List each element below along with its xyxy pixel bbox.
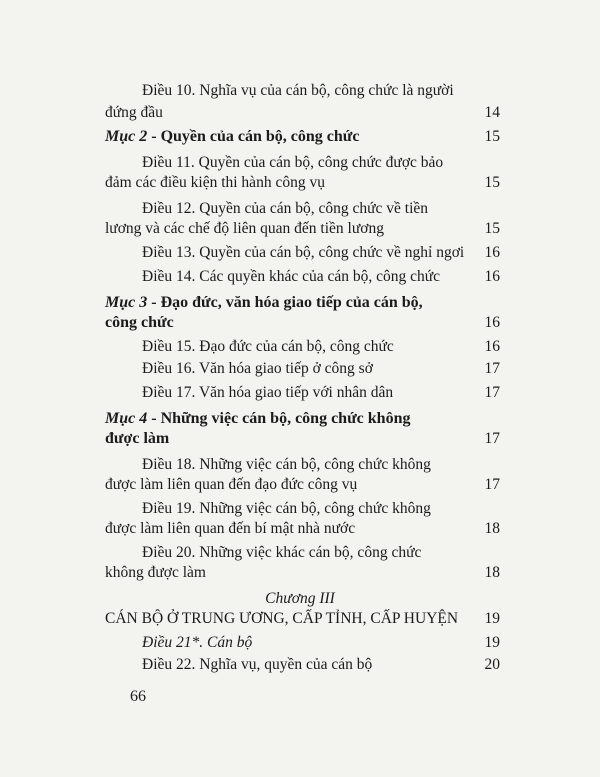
section-heading-continuation: công chức [105, 314, 174, 331]
toc-page-number: 18 [484, 520, 500, 537]
toc-entry-dieu-10: Điều 10. Nghĩa vụ của cán bộ, công chức là người [142, 82, 454, 99]
toc-page-number: 15 [484, 220, 500, 237]
toc-page-number: 19 [484, 610, 500, 627]
toc-entry-dieu-17: Điều 17. Văn hóa giao tiếp với nhân dân [142, 384, 394, 401]
toc-entry-dieu-14: Điều 14. Các quyền khác của cán bộ, công chức [142, 268, 441, 285]
section-heading-continuation: được làm [105, 430, 170, 447]
toc-entry-continuation: lương và các chế độ liên quan đến tiền lương [105, 220, 384, 237]
toc-page-number: 19 [484, 634, 500, 651]
toc-page-number: 15 [484, 128, 500, 145]
toc-entry-dieu-20: Điều 20. Những việc khác cán bộ, công chức [142, 544, 422, 561]
toc-entry-dieu-22: Điều 22. Nghĩa vụ, quyền của cán bộ [142, 656, 373, 673]
toc-entry-continuation: không được làm [105, 564, 206, 581]
toc-page-number: 17 [484, 476, 500, 493]
toc-entry-dieu-19: Điều 19. Những việc cán bộ, công chức không [142, 500, 431, 517]
toc-entry-dieu-18: Điều 18. Những việc cán bộ, công chức không [142, 456, 431, 473]
toc-page-number: 17 [484, 384, 500, 401]
page-number: 66 [130, 688, 146, 705]
toc-page-number: 16 [484, 338, 500, 355]
section-heading-muc-2: Mục 2 - Quyền của cán bộ, công chức [105, 128, 360, 145]
section-heading-muc-4: Mục 4 - Những việc cán bộ, công chức không [105, 410, 411, 427]
toc-entry-continuation: đảm các điều kiện thi hành công vụ [105, 174, 325, 191]
toc-page-number: 17 [484, 430, 500, 447]
chapter-title: Chương III [265, 590, 335, 607]
section-heading-muc-3: Mục 3 - Đạo đức, văn hóa giao tiếp của cán bộ, [105, 294, 423, 311]
toc-page-number: 14 [484, 104, 500, 121]
toc-entry-dieu-16: Điều 16. Văn hóa giao tiếp ở công sở [142, 360, 373, 377]
toc-entry-continuation: đứng đầu [105, 104, 163, 121]
toc-page-number: 16 [484, 268, 500, 285]
toc-entry-dieu-21: Điều 21*. Cán bộ [142, 634, 253, 651]
toc-entry-dieu-15: Điều 15. Đạo đức của cán bộ, công chức [142, 338, 394, 355]
toc-page-number: 20 [484, 656, 500, 673]
toc-page-number: 17 [484, 360, 500, 377]
toc-entry-dieu-12: Điều 12. Quyền của cán bộ, công chức về tiền [142, 200, 429, 217]
toc-entry-continuation: được làm liên quan đến đạo đức công vụ [105, 476, 358, 493]
toc-page-number: 16 [484, 244, 500, 261]
toc-page-number: 15 [484, 174, 500, 191]
toc-entry-dieu-11: Điều 11. Quyền của cán bộ, công chức được bảo [142, 154, 444, 171]
toc-page-number: 18 [484, 564, 500, 581]
chapter-heading: CÁN BỘ Ở TRUNG ƯƠNG, CẤP TỈNH, CẤP HUYỆN [105, 610, 459, 627]
toc-entry-dieu-13: Điều 13. Quyền của cán bộ, công chức về nghỉ ngơi [142, 244, 465, 261]
toc-entry-continuation: được làm liên quan đến bí mật nhà nước [105, 520, 356, 537]
toc-page-number: 16 [484, 314, 500, 331]
